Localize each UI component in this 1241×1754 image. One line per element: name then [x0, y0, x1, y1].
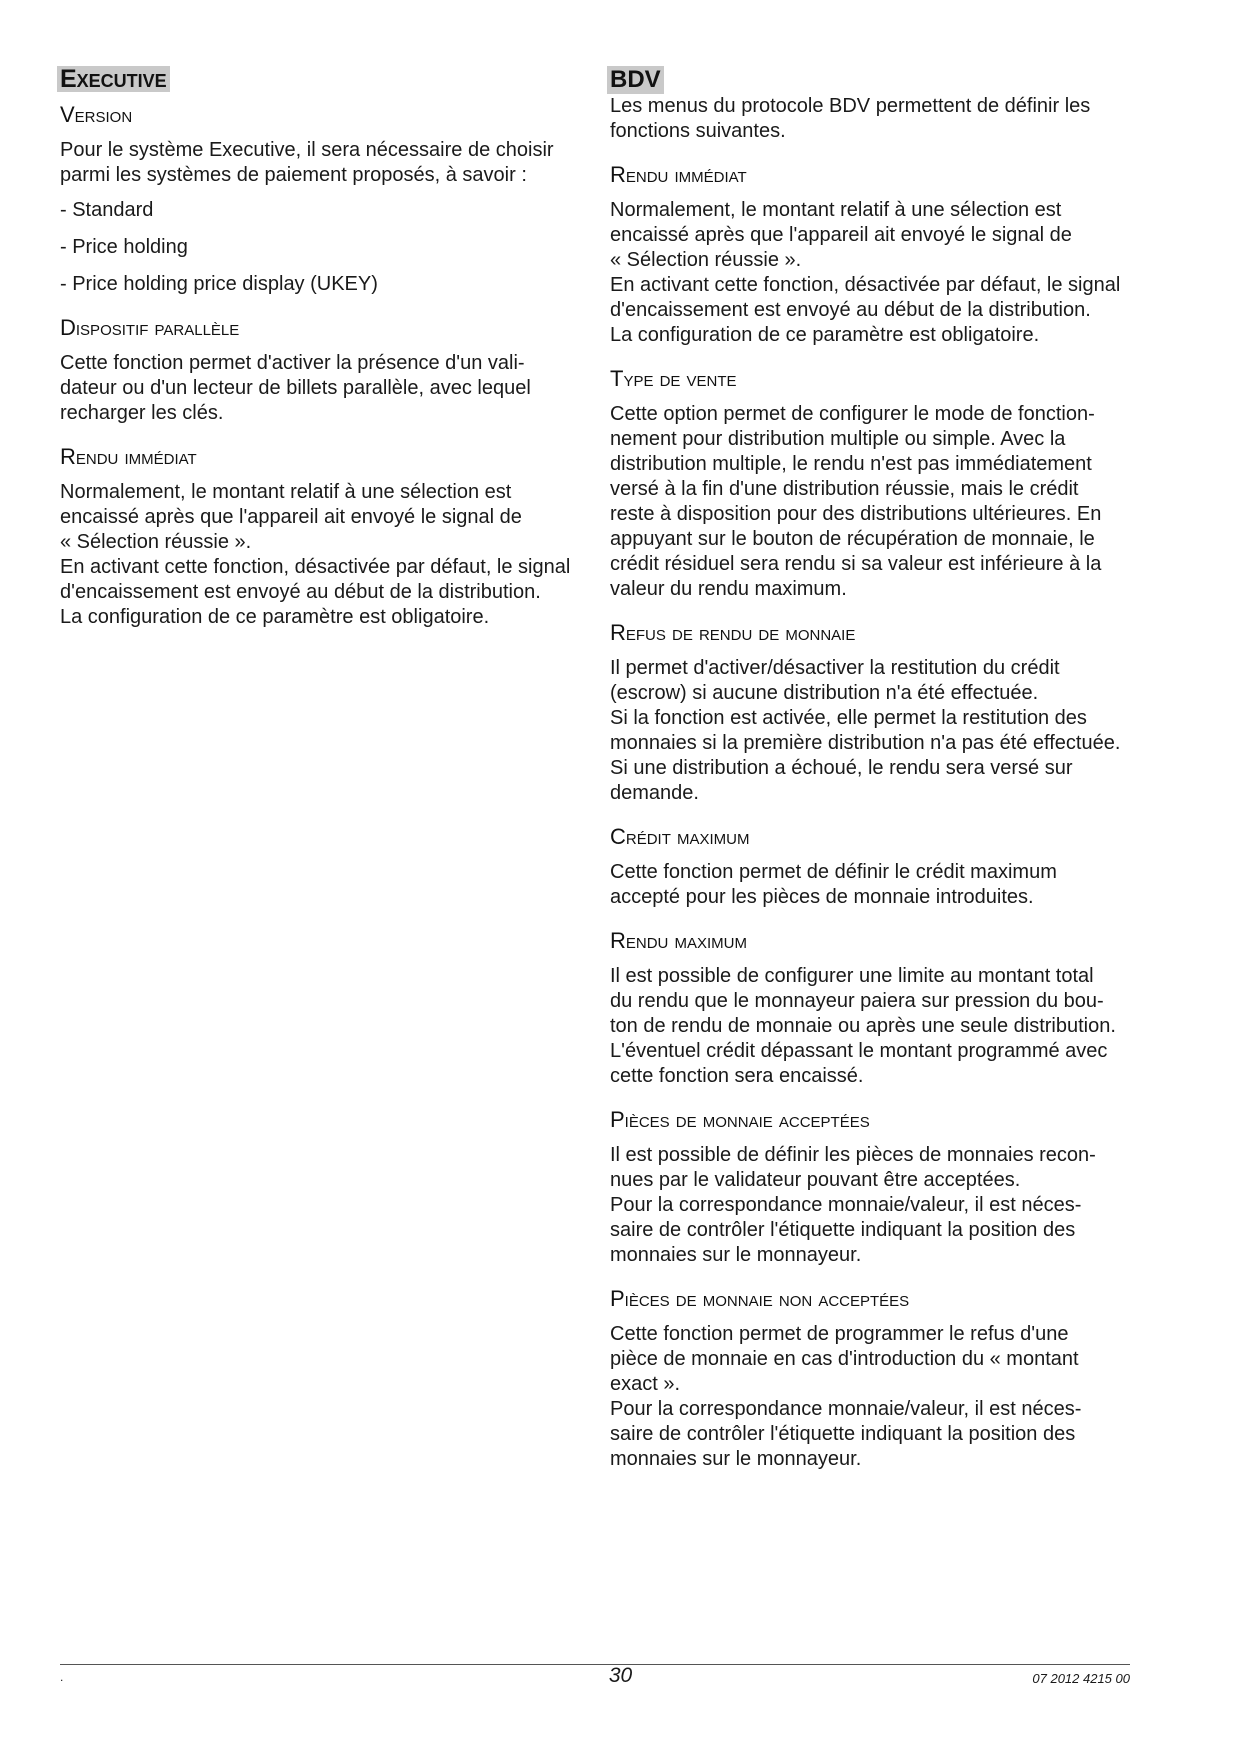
- version-text: Pour le système Executive, il sera nécessaire de choisir parmi les systèmes de paiement proposés, à savoir :: [60, 139, 554, 186]
- immediate-change-text: Normalement, le montant relatif à une sélection est encaissé après que l'appareil ait envoyé le signal de « Sélection réussie ». En activant cette fonction, désactivée par défaut, le signal d'encaissement est envoyé au début de la distribution. La configuration de ce paramètre est obligatoire.: [60, 481, 571, 628]
- section-text: Il est possible de configurer une limite au montant total du rendu que le monnayeur paiera sur pression du bou- ton de rendu de monnaie ou après une seule distribution. L'éventuel crédit dépassant le montant programmé avec cette fonction sera encaissé.: [610, 965, 1116, 1087]
- right-column: [610, 66, 1135, 1490]
- version-option-price-holding: - Price holding: [60, 236, 188, 258]
- immediate-change-heading: Rendu immédiat: [60, 444, 197, 469]
- chapter-title-executive: Executive: [57, 66, 170, 92]
- parallel-device-heading: Dispositif parallèle: [60, 315, 240, 340]
- section-heading: Pièces de monnaie non acceptées: [610, 1286, 910, 1311]
- section-text: Il permet d'activer/désactiver la restitution du crédit (escrow) si aucune distribution n'a été effectuée. Si la fonction est activée, elle permet la restitution des monnaies si la première distribution n'a pas été effectuée. Si une distribution a échoué, le rendu sera versé sur demande.: [610, 657, 1121, 804]
- footer-dot: .: [60, 1670, 64, 1684]
- section-heading: Crédit maximum: [610, 824, 750, 849]
- version-option-price-display: - Price holding price display (UKEY): [60, 273, 378, 295]
- section-text: Normalement, le montant relatif à une sélection est encaissé après que l'appareil ait envoyé le signal de « Sélection réussie ». En activant cette fonction, désactivée par défaut, le signal d'encaissement est envoyé au début de la distribution. La configuration de ce paramètre est obligatoire.: [610, 199, 1121, 346]
- chapter-title-bdv: BDV: [607, 66, 664, 94]
- section-text: Il est possible de définir les pièces de monnaies recon- nues par le validateur pouvant être acceptées. Pour la correspondance monnaie/valeur, il est néces- saire de contrôler l'étiquette indiquant la position des monnaies sur le monnayeur.: [610, 1144, 1096, 1266]
- section-heading: Rendu maximum: [610, 928, 747, 953]
- bdv-intro-text: Les menus du protocole BDV permettent de définir les fonctions suivantes.: [610, 95, 1091, 142]
- document-code: 07 2012 4215 00: [1032, 1671, 1130, 1686]
- page-number: 30: [608, 1664, 633, 1687]
- section-heading: Refus de rendu de monnaie: [610, 620, 856, 645]
- section-heading: Type de vente: [610, 366, 737, 391]
- section-text: Cette option permet de configurer le mode de fonction- nement pour distribution multiple ou simple. Avec la distribution multiple, le rendu n'est pas immédiatement versé à la fin d'une distribution réussie, mais le crédit reste à disposition pour des distributions ultérieures. En appuyant sur le bouton de récupération de monnaie, le crédit résiduel sera rendu si sa valeur est inférieure à la valeur du rendu maximum.: [610, 403, 1102, 600]
- version-option-standard: - Standard: [60, 199, 154, 221]
- left-column: [60, 66, 580, 648]
- version-heading: Version: [60, 102, 133, 127]
- section-heading: Pièces de monnaie acceptées: [610, 1107, 870, 1132]
- section-text: Cette fonction permet de programmer le refus d'une pièce de monnaie en cas d'introduction du « montant exact ». Pour la correspondance monnaie/valeur, il est néces- saire de contrôler l'étiquette indiquant la position des monnaies sur le monnayeur.: [610, 1323, 1082, 1470]
- parallel-device-text: Cette fonction permet d'activer la présence d'un vali- dateur ou d'un lecteur de billets parallèle, avec lequel recharger les clés.: [60, 352, 531, 424]
- section-heading: Rendu immédiat: [610, 162, 747, 187]
- section-text: Cette fonction permet de définir le crédit maximum accepté pour les pièces de monnaie introduites.: [610, 861, 1057, 908]
